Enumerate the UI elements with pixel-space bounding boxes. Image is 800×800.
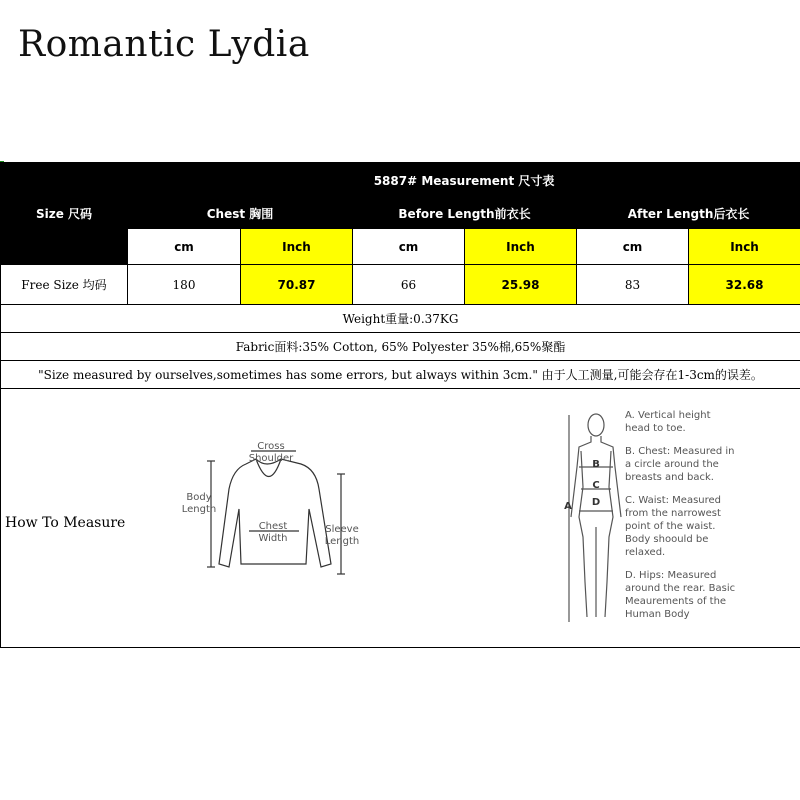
- cross-shoulder-label: Cross Shoulder: [248, 441, 294, 464]
- body-label-d: D: [591, 497, 601, 508]
- size-header: Size 尺码: [1, 163, 128, 265]
- chest-inch-header: Inch: [241, 229, 353, 265]
- after-cm-cell: 83: [577, 265, 689, 305]
- weight-row: Weight重量:0.37KG: [1, 305, 800, 333]
- legend-c: C. Waist: Measured from the narrowest point of the waist. Body shoould be relaxed.: [625, 495, 722, 558]
- chest-cm-header: cm: [128, 229, 241, 265]
- body-label-b: B: [592, 459, 600, 470]
- fabric-row: Fabric面料:35% Cotton, 65% Polyester 35%棉,65%聚酯: [1, 333, 800, 361]
- chest-header: Chest 胸围: [128, 199, 353, 229]
- legend-b: B. Chest: Measured in a circle around the breasts and back.: [625, 446, 735, 483]
- body-label-a: A: [564, 501, 572, 512]
- how-to-label: How To Measure: [5, 515, 126, 531]
- table-row: [1, 265, 800, 305]
- before-cm-cell: 66: [353, 265, 465, 305]
- before-cm-header: cm: [353, 229, 465, 265]
- how-to-measure-row: [1, 389, 800, 648]
- sleeve-length-label: Sleeve Length: [324, 524, 360, 547]
- table-title: 5887# Measurement 尺寸表: [128, 163, 800, 199]
- size-table: [0, 162, 800, 648]
- body-legend: [625, 409, 737, 631]
- note-row: "Size measured by ourselves,sometimes has some errors, but always within 3cm." 由于人工测量,可能会存在1-3cm的误差。: [1, 361, 800, 389]
- after-length-header: After Length后衣长: [577, 199, 800, 229]
- legend-a: A. Vertical height head to toe.: [625, 410, 711, 434]
- chest-width-label: Chest Width: [258, 521, 288, 544]
- after-cm-header: cm: [577, 229, 689, 265]
- chest-inch-cell: 70.87: [241, 265, 353, 305]
- body-length-label: Body Length: [181, 492, 217, 515]
- after-inch-cell: 32.68: [689, 265, 800, 305]
- body-label-c: C: [592, 480, 600, 491]
- before-length-header: Before Length前衣长: [353, 199, 577, 229]
- size-cell: Free Size 均码: [1, 265, 128, 305]
- before-inch-header: Inch: [465, 229, 577, 265]
- after-inch-header: Inch: [689, 229, 800, 265]
- before-inch-cell: 25.98: [465, 265, 577, 305]
- body-diagram: [561, 407, 631, 631]
- legend-d: D. Hips: Measured around the rear. Basic Meaurements of the Human Body: [625, 570, 736, 620]
- brand-logo: Romantic Lydia: [18, 24, 310, 65]
- chest-cm-cell: 180: [128, 265, 241, 305]
